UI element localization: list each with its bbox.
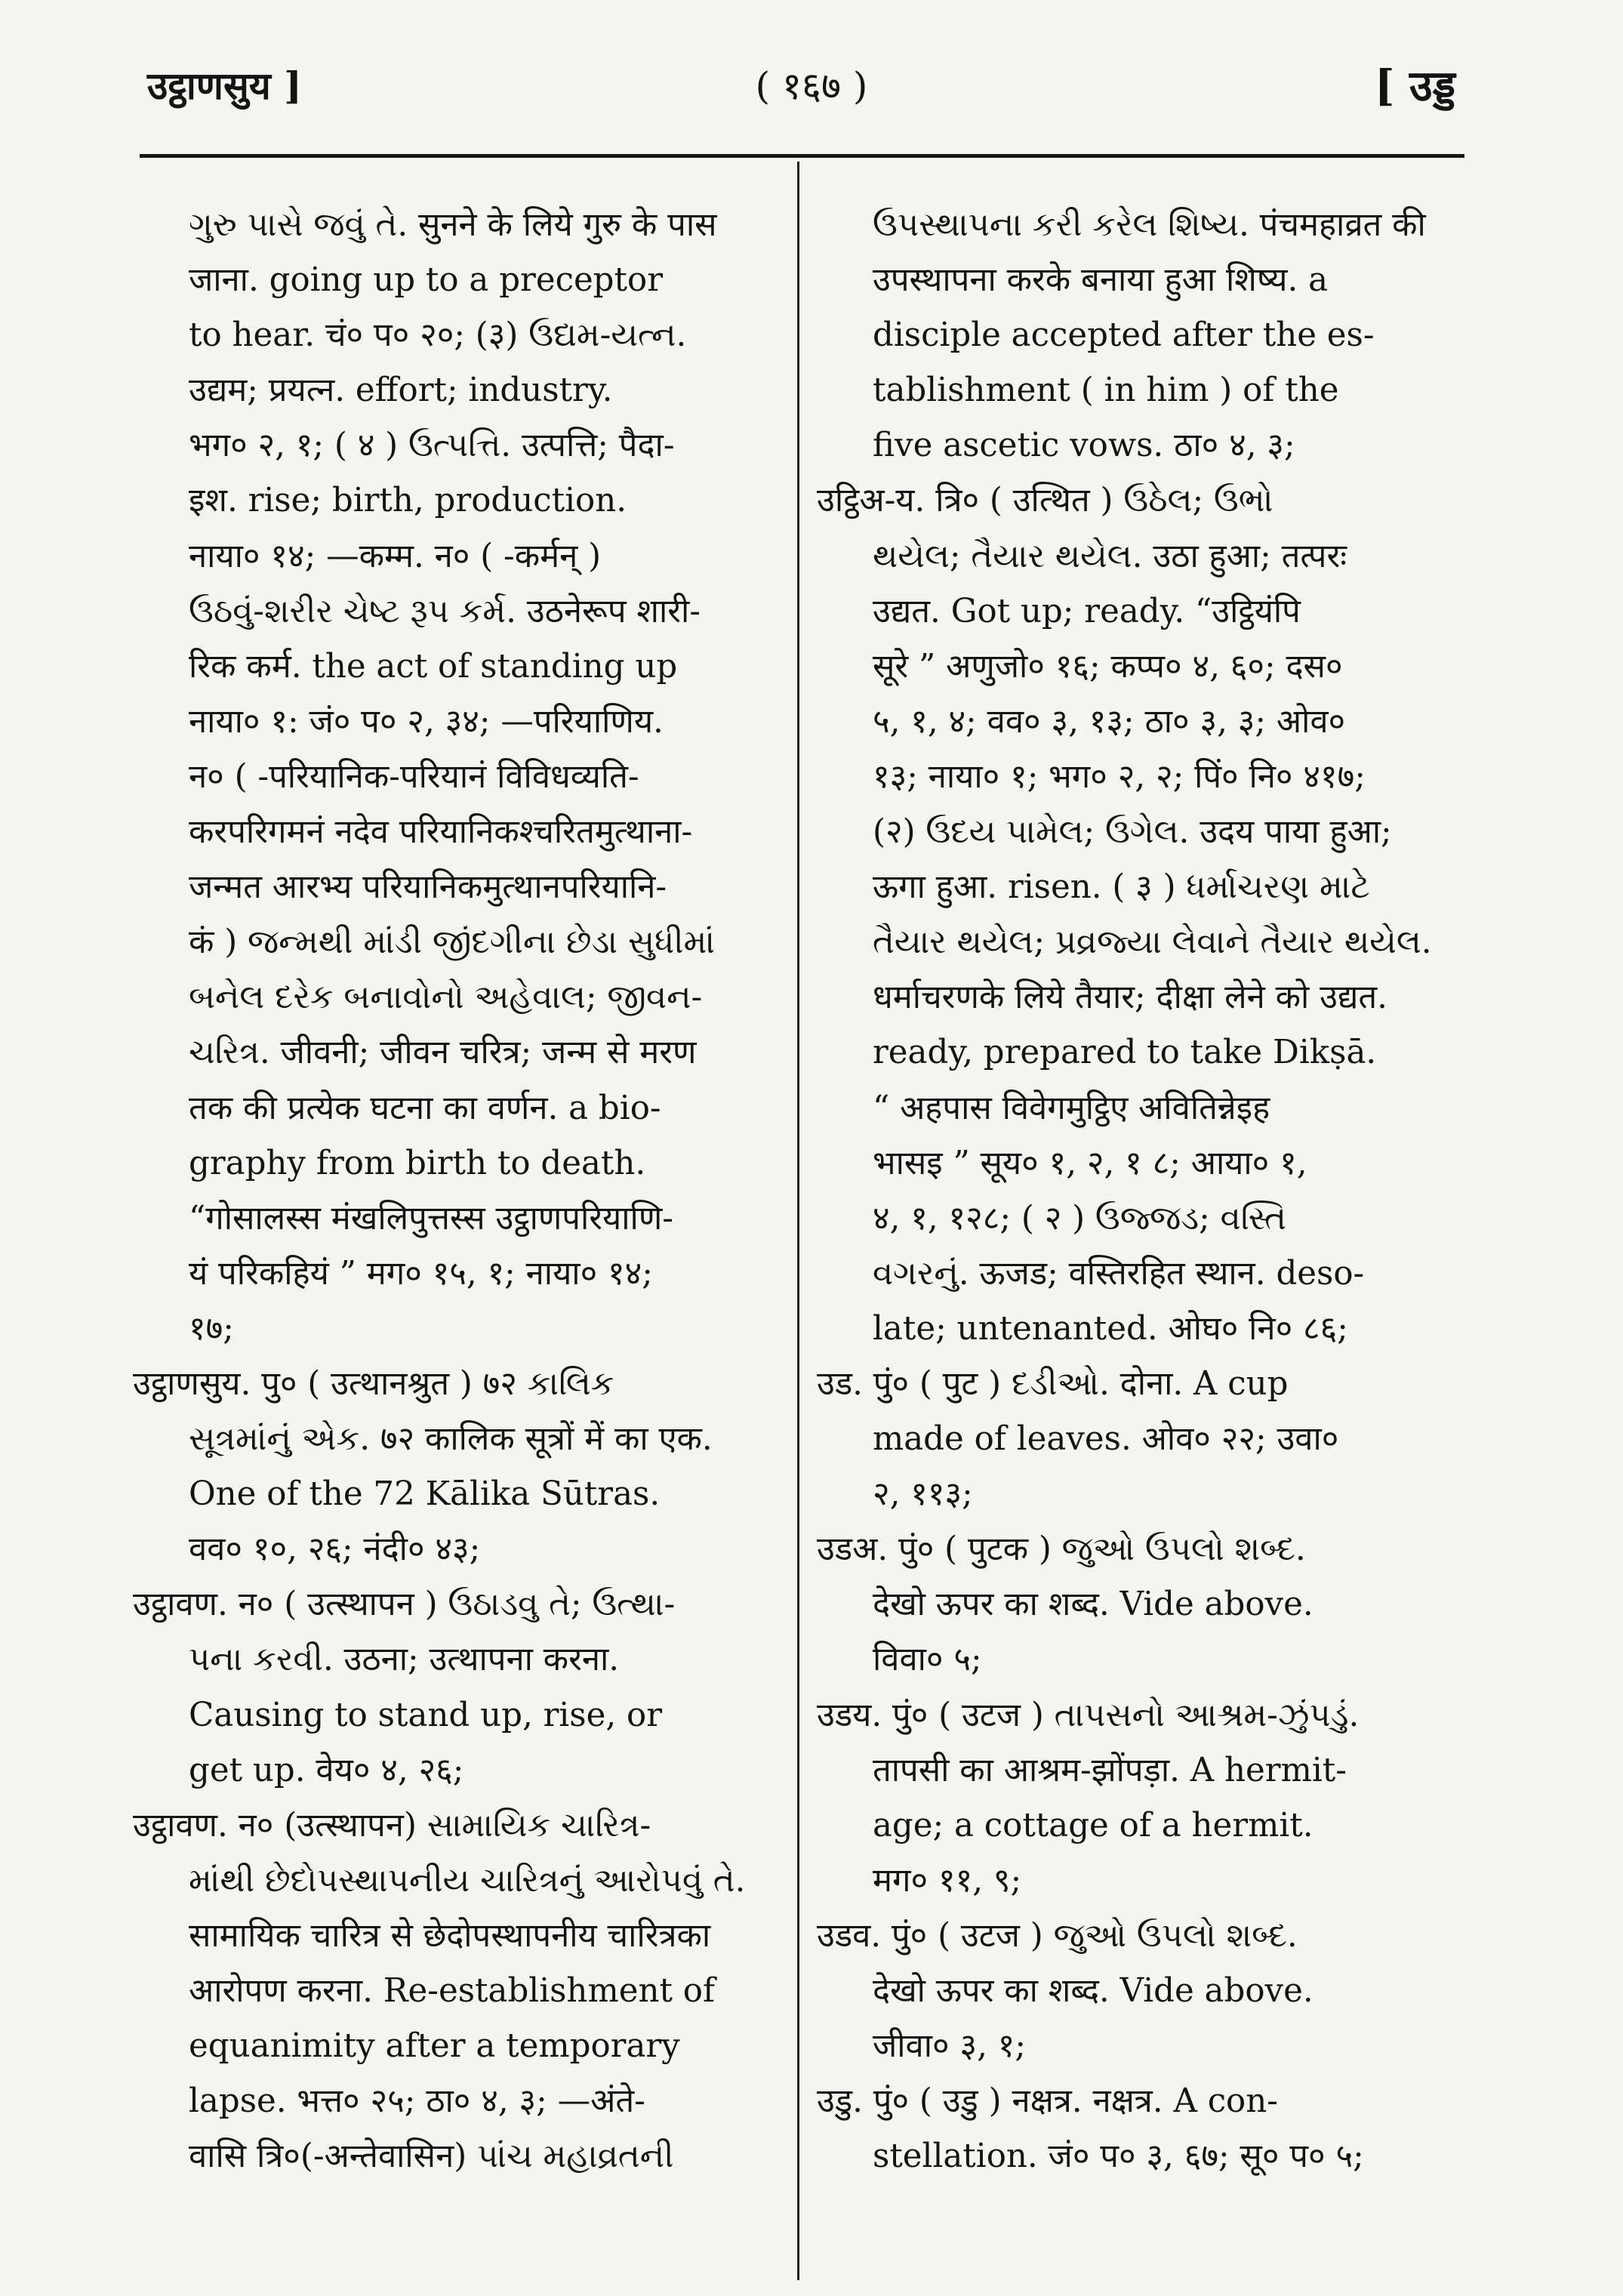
entry-line: થયેલ; તૈયાર થયેલ. उठा हुआ; तत्परः (873, 537, 1347, 575)
entry-line: तापसी का आश्रम-झोंपड़ा. A hermit- (873, 1751, 1347, 1789)
entry-line: to hear. चं० प० २०; (३) ઉદ્યમ-યત્ન. (189, 316, 687, 355)
entry-line: One of the 72 Kālika Sūtras. (189, 1475, 661, 1514)
entry-line: सूरे ” अणुजो० १६; कप्प० ४, ६०; दस० (873, 647, 1343, 686)
running-head-left: उट्ठाणसुय ] (147, 63, 302, 108)
entry-line: five ascetic vows. ठा० ४, ३; (873, 427, 1295, 465)
entry-line: उद्यम; प्रयत्न. effort; industry. (189, 371, 613, 410)
entry-line: બનેલ દરેક બનાવોનો અહેવાલ; જીવન- (189, 978, 703, 1017)
entry-line: graphy from birth to death. (189, 1144, 646, 1182)
entry-line: धर्माचरणके लिये तैयार; दीक्षा लेने को उद्यत. (873, 978, 1387, 1017)
entry-line: जीवा० ३, १; (873, 2027, 1026, 2066)
entry-line: उद्यत. Got up; ready. “उट्ठियंपि (873, 592, 1301, 630)
entry-line: देखो ऊपर का शब्द. Vide above. (873, 1586, 1313, 1624)
entry-line: “गोसालस्स मंखलिपुत्तस्स उट्ठाणपरियाणि- (189, 1199, 673, 1237)
entry-line: भासइ ” सूय० १, २, १ ८; आया० १, (873, 1144, 1307, 1182)
entry-line: ५, १, ४; वव० ३, १३; ठा० ३, ३; ओव० (873, 702, 1346, 741)
entry-line: रिक कर्म. the act of standing up (189, 647, 678, 686)
entry-line: તૈયાર થયેલ; પ્રવ્રજ્યા લેવાને તૈયાર થયેલ. (873, 923, 1432, 962)
entry-line: वासि त्रि०(-अन्तेवासिन) પાંચ મહાવ્રતની (189, 2137, 674, 2176)
entry-line: मग० ११, ९; (873, 1861, 1022, 1900)
entry-line: भग० २, १; ( ४ ) ઉત્પત્તિ. उत्पत्ति; पैदा- (189, 427, 675, 465)
entry-line: न० ( -परियानिक-परियानं विविधव्यति- (189, 757, 639, 796)
running-head-right: [ उड्ड (1374, 61, 1455, 111)
entry-line: २, ११३; (873, 1475, 973, 1514)
entry-line: ઉઠવું-શરીર ચેષ્ટ રૂપ કર્મ. उठनेरूप शारी- (189, 592, 701, 630)
column-divider (797, 162, 799, 2280)
entry-line: नाया० १: जं० प० २, ३४; —परियाणिय. (189, 702, 664, 741)
entry-line: विवा० ५; (873, 1641, 982, 1679)
entry-line: जाना. going up to a preceptor (189, 261, 663, 300)
entry-line: વગરનું. ऊजड; वस्तिरहित स्थान. deso- (873, 1254, 1365, 1293)
entry-line: (२) ઉદય પામેલ; ઉગેલ. उदय पाया हुआ; (873, 813, 1392, 852)
entry-line: age; a cottage of a hermit. (873, 1806, 1313, 1845)
entry-line: stellation. जं० प० ३, ६७; सू० प० ५; (873, 2137, 1364, 2176)
entry-line: १३; नाया० १; भग० २, २; पिं० नि० ४१७; (873, 757, 1366, 796)
entry-line: ऊगा हुआ. risen. ( ३ ) ધર્માચરણ માટે (873, 868, 1370, 907)
page-number: ( १६७ ) (755, 64, 868, 108)
entry-line: “ अहपास विवेगमुट्ठिए अवितिन्नेइह (873, 1089, 1270, 1127)
entry-headword-line: उडय. पुं० ( उटज ) તાપસનો આશ્રમ-ઝુંપડું. (817, 1696, 1360, 1734)
entry-line: lapse. भत्त० २५; ठा० ४, ३; —अंते- (189, 2082, 645, 2121)
entry-line: १७; (189, 1309, 234, 1348)
entry-line: करपरिगमनं नदेव परियानिकश्चरितमुत्थाना- (189, 813, 693, 852)
entry-line: नाया० १४; —कम्म. न० ( -कर्मन् ) (189, 537, 602, 575)
header-rule (140, 154, 1464, 158)
entry-line: disciple accepted after the es- (873, 316, 1375, 355)
entry-line: ઉપસ્થાપના કરી કરેલ શિષ્ય. पंचमहाव्रत की (873, 206, 1426, 244)
entry-headword-line: उट्ठाणसुय. पु० ( उत्थानश्रुत ) ७२ કાલિક (133, 1364, 614, 1403)
entry-line: tablishment ( in him ) of the (873, 371, 1339, 410)
entry-line: પના કરવી. उठना; उत्थापना करना. (189, 1641, 620, 1679)
entry-line: सामायिक चारित्र से छेदोपस्थापनीय चारित्रका (189, 1916, 711, 1955)
entry-line: ગુરુ પાસે જવું તે. सुनने के लिये गुरु के पास (189, 206, 717, 244)
entry-line: get up. वेय० ४, २६; (189, 1751, 464, 1789)
entry-line: इश. rise; birth, production. (189, 482, 627, 520)
entry-headword-line: उडव. पुं० ( उटज ) જુઓ ઉપલો શબ્દ. (817, 1916, 1298, 1955)
entry-line: कं ) જન્મથી માંડી જીંદગીના છેડા સુધીમાં (189, 923, 715, 962)
entry-line: ready, prepared to take Dikṣā. (873, 1034, 1377, 1072)
right-column (817, 198, 1460, 2184)
entry-line: સૂત્રમાંનું એક. ७२ कालिक सूत्रों में का एक. (189, 1420, 713, 1459)
left-column (133, 198, 776, 2184)
entry-line: Causing to stand up, rise, or (189, 1696, 663, 1734)
entry-line: देखो ऊपर का शब्द. Vide above. (873, 1972, 1313, 2010)
entry-line: जन्मत आरभ्य परियानिकमुत्थानपरियानि- (189, 868, 667, 907)
entry-headword-line: उडअ. पुं० ( पुटक ) જુઓ ઉપલો શબ્દ. (817, 1530, 1306, 1569)
page-header (0, 0, 1623, 151)
entry-line: equanimity after a temporary (189, 2027, 680, 2066)
entry-headword-line: उडु. पुं० ( उडु ) नक्षत्र. नक्षत्र. A con- (817, 2082, 1278, 2121)
entry-headword-line: उट्ठिअ-य. त्रि० ( उत्थित ) ઉઠેલ; ઉભો (817, 482, 1273, 520)
entry-line: ४, १, १२८; ( २ ) ઉજ્જડ; વસ્તિ (873, 1199, 1286, 1237)
entry-line: made of leaves. ओव० २२; उवा० (873, 1420, 1339, 1459)
entry-line: तक की प्रत्येक घटना का वर्णन. a bio- (189, 1089, 661, 1127)
entry-headword-line: उट्ठावण. न० ( उत्स्थापन ) ઉઠાડવુ તે; ઉત્થા- (133, 1586, 676, 1624)
entry-line: यं परिकहियं ” मग० १५, १; नाया० १४; (189, 1254, 653, 1293)
entry-line: માંથી છેદોપસ્થાપનીય ચારિત્રનું આરોપવું તે. (189, 1861, 746, 1900)
entry-line: ચરિત્ર. जीवनी; जीवन चरित्र; जन्म से मरण (189, 1034, 697, 1072)
entry-headword-line: उड. पुं० ( पुट ) દડીઓ. दोना. A cup (817, 1364, 1289, 1403)
entry-line: late; untenanted. ओघ० नि० ८६; (873, 1309, 1348, 1348)
entry-line: वव० १०, २६; नंदी० ४३; (189, 1530, 481, 1569)
entry-headword-line: उट्ठावण. न० (उत्स्थापन) સામાયિક ચારિત્ર- (133, 1806, 651, 1845)
entry-line: आरोपण करना. Re-establishment of (189, 1972, 716, 2010)
entry-line: उपस्थापना करके बनाया हुआ शिष्य. a (873, 261, 1329, 300)
